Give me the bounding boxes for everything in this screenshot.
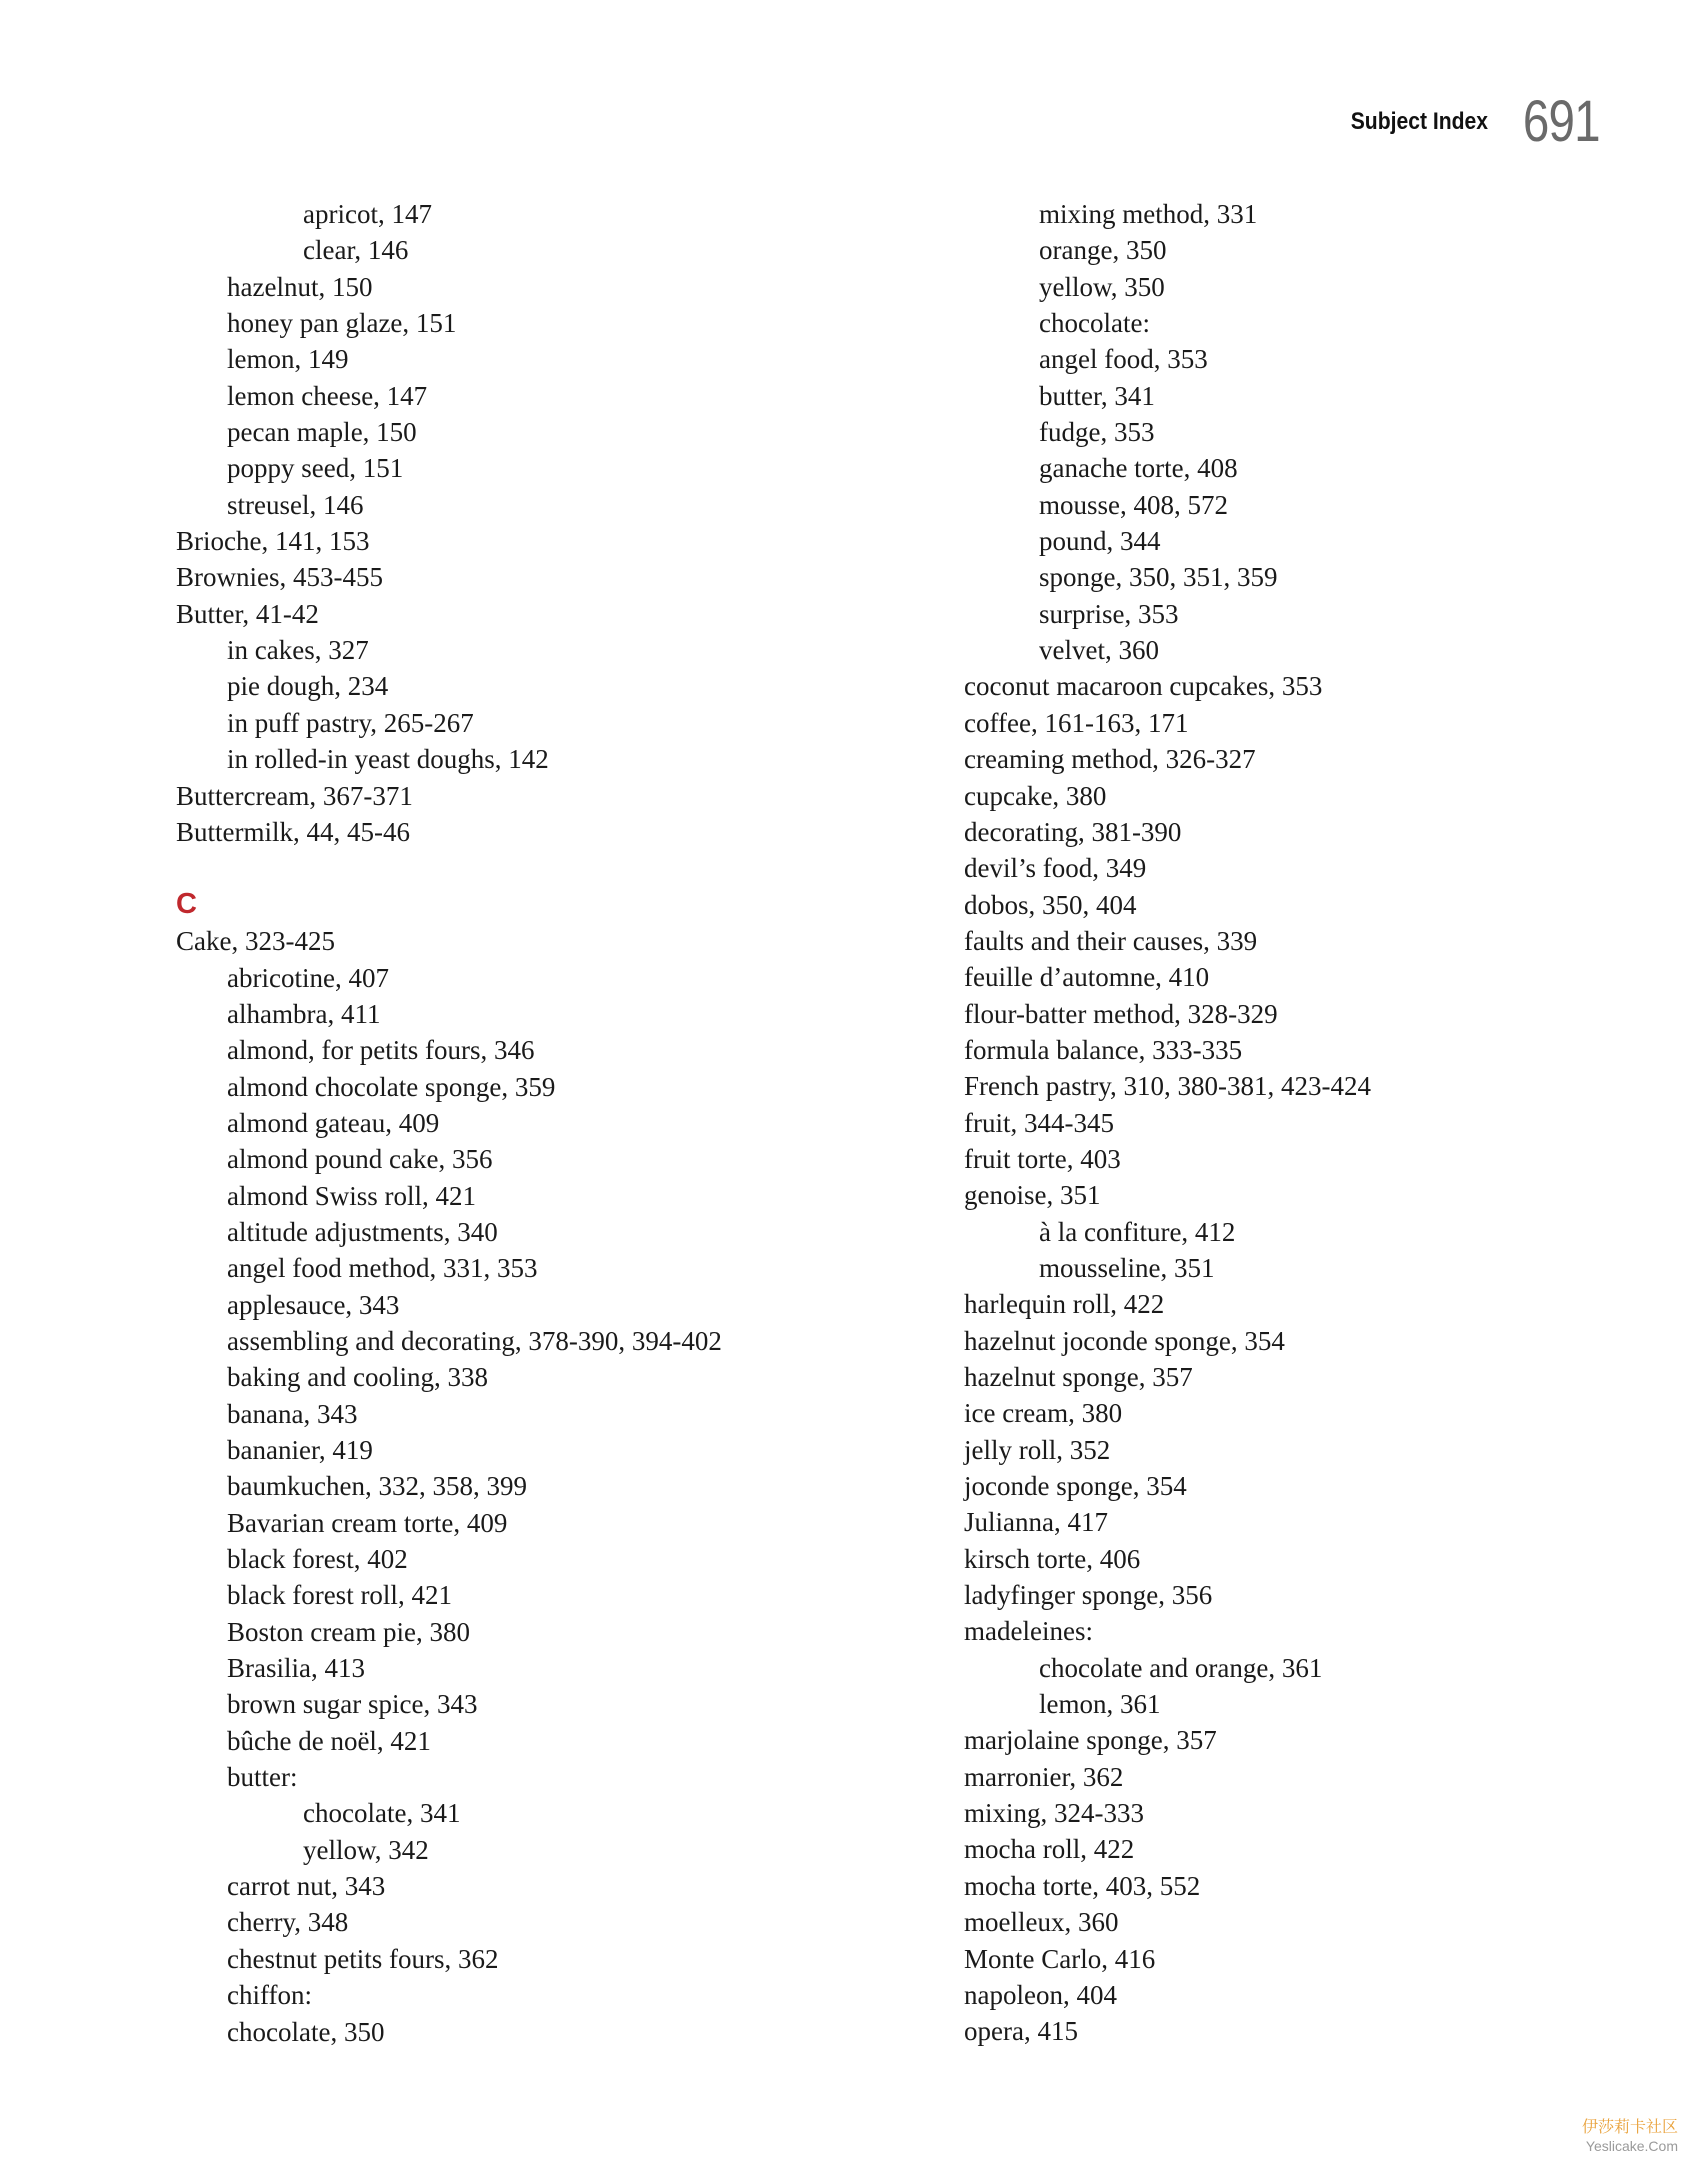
index-subentry: Bavarian cream torte, 409 — [227, 1507, 508, 1538]
watermark — [1582, 2117, 1678, 2155]
index-entry: genoise, 351 — [964, 1180, 1101, 1211]
index-subentry: baking and cooling, 338 — [227, 1362, 488, 1393]
index-column-left — [176, 196, 722, 2050]
section-gap — [176, 850, 722, 885]
index-entry: Butter, 41-42 — [176, 598, 319, 629]
index-subentry: cherry, 348 — [227, 1907, 349, 1938]
index-subentry: chestnut petits fours, 362 — [227, 1943, 499, 1974]
index-entry: marronier, 362 — [964, 1761, 1124, 1792]
index-subentry: fudge, 353 — [1039, 417, 1155, 448]
index-subentry: hazelnut, 150 — [227, 271, 373, 302]
index-subentry: lemon cheese, 147 — [227, 380, 428, 411]
index-subentry: butter: — [227, 1762, 298, 1793]
index-entry: feuille d’automne, 410 — [964, 962, 1210, 993]
index-entry: Buttercream, 367-371 — [176, 780, 413, 811]
index-subentry: assembling and decorating, 378-390, 394-402 — [227, 1325, 722, 1356]
index-subentry: Boston cream pie, 380 — [227, 1616, 470, 1647]
index-entry: flour-batter method, 328-329 — [964, 998, 1278, 1029]
watermark-cn: 伊莎莉卡社区 — [1581, 2117, 1678, 2136]
index-subentry: à la confiture, 412 — [1039, 1216, 1236, 1247]
index-entry: harlequin roll, 422 — [964, 1289, 1165, 1320]
index-subentry: almond pound cake, 356 — [227, 1144, 493, 1175]
index-entry: moelleux, 360 — [964, 1907, 1119, 1938]
index-entry: ladyfinger sponge, 356 — [964, 1580, 1213, 1611]
index-entry: creaming method, 326-327 — [964, 744, 1256, 775]
index-subentry: bûche de noël, 421 — [227, 1725, 431, 1756]
index-subentry: almond gateau, 409 — [227, 1107, 440, 1138]
index-entry: devil’s food, 349 — [964, 853, 1147, 884]
index-entry: joconde sponge, 354 — [964, 1471, 1187, 1502]
index-subentry: mixing method, 331 — [1039, 199, 1258, 229]
index-subentry: black forest, 402 — [227, 1544, 408, 1575]
index-subentry: baumkuchen, 332, 358, 399 — [227, 1471, 527, 1502]
index-subentry: in cakes, 327 — [227, 635, 369, 666]
index-subentry: poppy seed, 151 — [227, 453, 404, 484]
index-subentry: velvet, 360 — [1039, 635, 1159, 666]
index-subentry: chiffon: — [227, 1980, 312, 2011]
index-subentry: brown sugar spice, 343 — [227, 1689, 478, 1720]
index-subentry: streusel, 146 — [227, 489, 364, 520]
index-entry: Monte Carlo, 416 — [964, 1943, 1156, 1974]
index-entry: jelly roll, 352 — [964, 1434, 1111, 1465]
index-subentry: mousseline, 351 — [1039, 1252, 1215, 1283]
index-entry: French pastry, 310, 380-381, 423-424 — [964, 1071, 1371, 1102]
index-subentry: pecan maple, 150 — [227, 417, 417, 448]
index-entry: decorating, 381-390 — [964, 816, 1182, 847]
index-subentry: mousse, 408, 572 — [1039, 489, 1228, 520]
index-entry: Brioche, 141, 153 — [176, 526, 370, 557]
index-subentry: altitude adjustments, 340 — [227, 1216, 498, 1247]
index-subentry: ganache torte, 408 — [1039, 453, 1238, 484]
index-entry: hazelnut sponge, 357 — [964, 1362, 1193, 1392]
index-subentry: yellow, 350 — [1039, 271, 1165, 302]
index-entry: faults and their causes, 339 — [964, 925, 1258, 956]
index-entry: opera, 415 — [964, 2016, 1078, 2047]
index-subentry: alhambra, 411 — [227, 998, 381, 1029]
index-subentry: sponge, 350, 351, 359 — [1039, 562, 1278, 593]
index-subentry: surprise, 353 — [1039, 598, 1179, 629]
index-subentry: chocolate and orange, 361 — [1039, 1652, 1323, 1683]
index-subentry: angel food, 353 — [1039, 344, 1208, 375]
index-entry: hazelnut joconde sponge, 354 — [964, 1325, 1285, 1356]
index-subentry: bananier, 419 — [227, 1435, 373, 1465]
index-subentry: angel food method, 331, 353 — [227, 1253, 538, 1284]
index-entry: napoleon, 404 — [964, 1979, 1117, 2010]
index-entry: Julianna, 417 — [964, 1507, 1108, 1538]
section-letter: C — [176, 888, 197, 921]
index-subentry: applesauce, 343 — [227, 1289, 400, 1320]
page-number: 691 — [1523, 89, 1600, 154]
index-column-right — [964, 196, 1371, 2050]
index-entry: cupcake, 380 — [964, 780, 1107, 811]
index-subentry: orange, 350 — [1039, 235, 1167, 266]
index-entry: formula balance, 333-335 — [964, 1034, 1243, 1065]
index-subentry: butter, 341 — [1039, 380, 1155, 411]
watermark-en: Yeslicake.Com — [1585, 2138, 1678, 2154]
index-entry: coffee, 161-163, 171 — [964, 707, 1189, 738]
index-subentry: almond, for petits fours, 346 — [227, 1035, 535, 1066]
index-entry: kirsch torte, 406 — [964, 1543, 1141, 1574]
index-subentry: abricotine, 407 — [227, 962, 389, 993]
index-subentry: Brasilia, 413 — [227, 1653, 365, 1684]
index-entry: ice cream, 380 — [964, 1398, 1123, 1429]
index-subentry: honey pan glaze, 151 — [227, 308, 457, 339]
index-entry: dobos, 350, 404 — [964, 889, 1137, 920]
index-entry: fruit, 344-345 — [964, 1107, 1114, 1138]
index-entry: coconut macaroon cupcakes, 353 — [964, 671, 1323, 702]
index-entry: Buttermilk, 44, 45-46 — [176, 816, 410, 847]
index-subentry: banana, 343 — [227, 1398, 358, 1429]
index-subentry: pound, 344 — [1039, 526, 1161, 557]
index-subentry: carrot nut, 343 — [227, 1871, 386, 1902]
index-subentry: chocolate: — [1039, 308, 1150, 339]
index-subentry: lemon, 149 — [227, 344, 349, 375]
index-entry: mocha torte, 403, 552 — [964, 1870, 1201, 1901]
index-entry: Cake, 323-425 — [176, 926, 335, 957]
index-subentry: clear, 146 — [303, 235, 409, 266]
index-entry: marjolaine sponge, 357 — [964, 1725, 1217, 1756]
index-subentry: chocolate, 341 — [303, 1798, 461, 1829]
index-subentry: almond chocolate sponge, 359 — [227, 1071, 556, 1102]
index-subentry: almond Swiss roll, 421 — [227, 1180, 477, 1211]
index-subentry: in rolled-in yeast doughs, 142 — [227, 744, 549, 775]
running-head-title: Subject Index — [1350, 108, 1488, 135]
index-subentry: in puff pastry, 265-267 — [227, 707, 474, 738]
index-entry: madeleines: — [964, 1616, 1093, 1647]
index-subentry: chocolate, 350 — [227, 2016, 385, 2047]
index-subentry: black forest roll, 421 — [227, 1580, 452, 1611]
index-entry: fruit torte, 403 — [964, 1143, 1121, 1174]
index-entry: mocha roll, 422 — [964, 1834, 1135, 1865]
index-subentry: yellow, 342 — [303, 1834, 429, 1865]
index-entry: Brownies, 453-455 — [176, 562, 383, 593]
index-subentry: lemon, 361 — [1039, 1689, 1161, 1720]
index-entry: mixing, 324-333 — [964, 1798, 1144, 1829]
index-subentry: pie dough, 234 — [227, 671, 389, 702]
index-subentry: apricot, 147 — [303, 199, 432, 229]
